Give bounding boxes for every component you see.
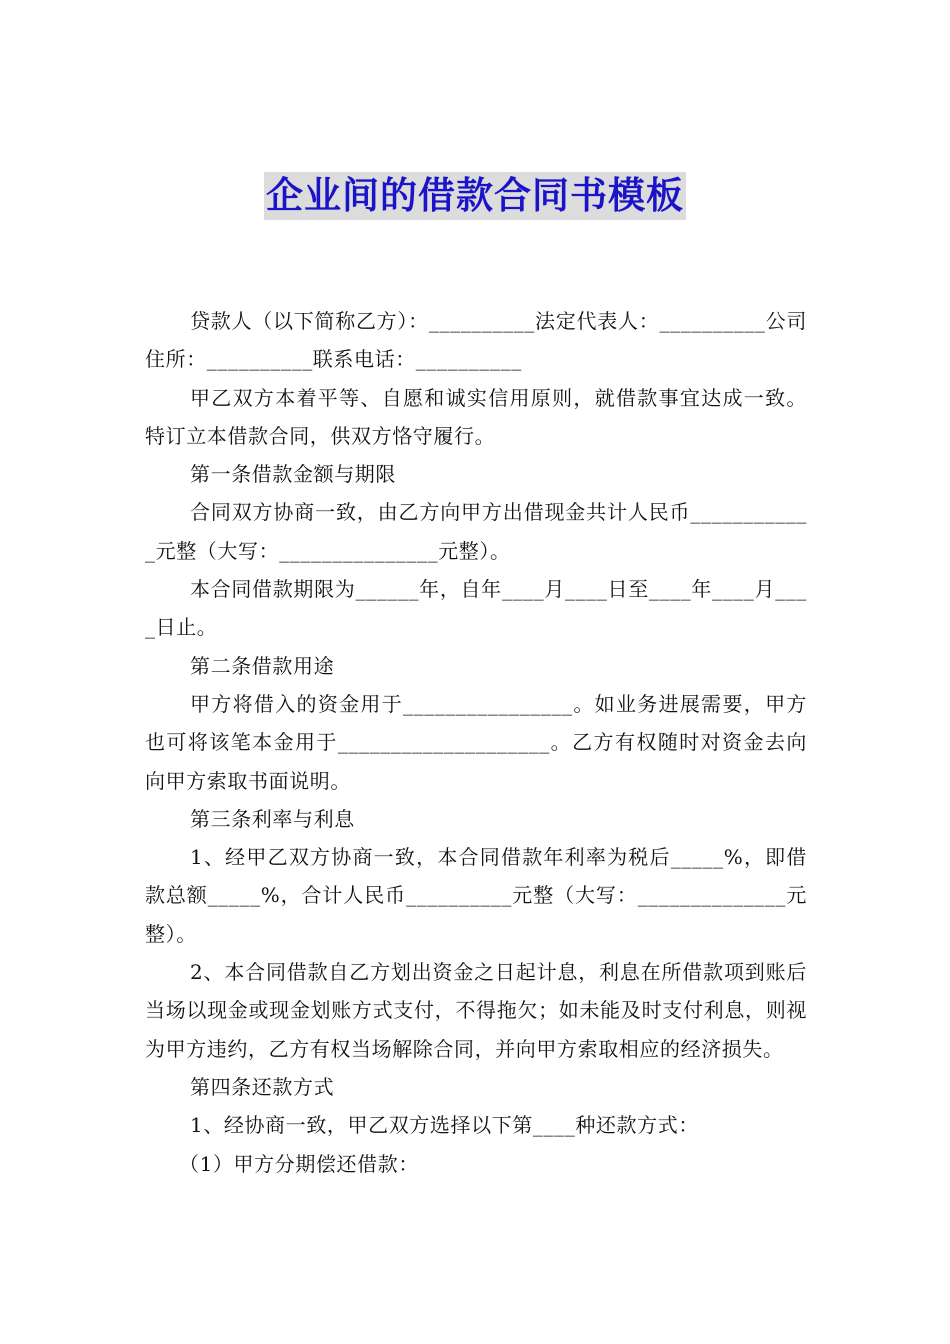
paragraph-interest-rate: 1、经甲乙双方协商一致，本合同借款年利率为税后_____%，即借款总额_____%，合计人民币__________元整（大写：______________元整）。 xyxy=(145,845,807,946)
heading-article-4: 第四条还款方式 xyxy=(190,1074,335,1099)
paragraph-loan-purpose: 甲方将借入的资金用于________________。如业务进展需要，甲方也可将该笔本金用于____________________。乙方有权随时对资金去向向甲方索取书面说明。 xyxy=(145,691,807,793)
paragraph-repayment-choice: 1、经协商一致，甲乙双方选择以下第____种还款方式： xyxy=(190,1113,699,1138)
paragraph-loan-term: 本合同借款期限为______年，自年____月____日至____年____月____日止。 xyxy=(145,577,807,640)
document-title-text: 企业间的借款合同书模板 xyxy=(264,172,686,220)
document-title xyxy=(0,172,950,220)
heading-article-1: 第一条借款金额与期限 xyxy=(190,462,396,487)
paragraph-lender-info: 贷款人（以下简称乙方）：__________法定代表人：__________公司住所：__________联系电话：__________ xyxy=(145,309,807,372)
paragraph-installment: （1）甲方分期偿还借款： xyxy=(179,1151,419,1176)
paragraph-loan-amount: 合同双方协商一致，由乙方向甲方出借现金共计人民币____________元整（大写：_______________元整）。 xyxy=(145,500,807,563)
document-body xyxy=(145,302,807,1183)
heading-article-2: 第二条借款用途 xyxy=(190,653,335,678)
paragraph-principle: 甲乙双方本着平等、自愿和诚实信用原则，就借款事宜达成一致。特订立本借款合同，供双方恪守履行。 xyxy=(145,385,807,448)
heading-article-3: 第三条利率与利息 xyxy=(190,806,355,831)
paragraph-interest-payment: 2、本合同借款自乙方划出资金之日起计息，利息在所借款项到账后当场以现金或现金划账方式支付，不得拖欠；如未能及时支付利息，则视为甲方违约，乙方有权当场解除合同，并向甲方索取相应的经济损失。 xyxy=(145,960,807,1061)
